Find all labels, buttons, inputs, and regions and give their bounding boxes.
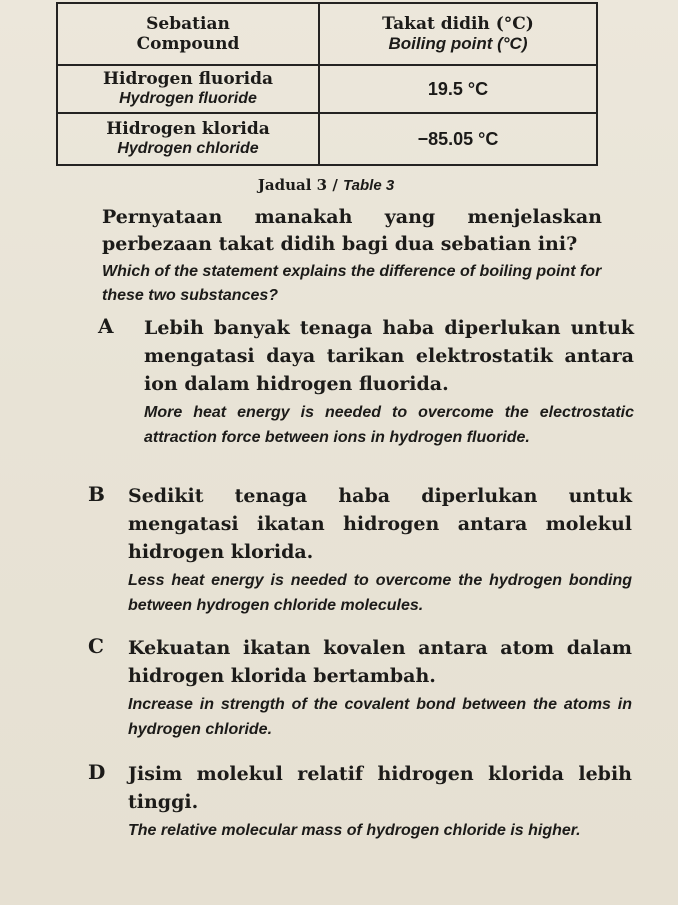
question-en: Which of the statement explains the difference of boiling point for these two substances? (102, 263, 602, 304)
cell-boiling-hf (319, 65, 597, 113)
boiling-point-table (56, 2, 598, 166)
question-ms: Pernyataan manakah yang menjelaskan perbezaan takat didih bagi dua sebatian ini? (102, 206, 602, 255)
compound-hf-en: Hydrogen fluoride (119, 90, 257, 107)
option-c-ms: Kekuatan ikatan kovalen antara atom dalam hidrogen klorida bertambah. (128, 637, 632, 687)
header-compound (57, 3, 319, 65)
option-a-en: More heat energy is needed to overcome the electrostatic attraction force between ions in hydrogen fluoride. (144, 404, 634, 446)
compound-hf-ms: Hidrogen fluorida (102, 69, 274, 89)
option-b-letter: B (88, 482, 105, 506)
option-d-en: The relative molecular mass of hydrogen chloride is higher. (128, 822, 581, 839)
table-row (57, 65, 597, 113)
option-c-en: Increase in strength of the covalent bond between the atoms in hydrogen chloride. (128, 696, 632, 738)
option-b-body (128, 482, 632, 618)
option-b-en: Less heat energy is needed to overcome the hydrogen bonding between hydrogen chloride molecules. (128, 572, 632, 614)
header-compound-en: Compound (136, 34, 240, 54)
cell-compound-hcl (57, 113, 319, 165)
option-d-ms: Jisim molekul relatif hidrogen klorida lebih tinggi. (128, 763, 632, 813)
option-d-body (128, 760, 632, 843)
table-caption (56, 176, 596, 194)
table-header-row (57, 3, 597, 65)
boiling-point-table-wrap (56, 2, 596, 166)
option-d-letter: D (88, 760, 106, 784)
header-boiling-point-en: Boiling point (°C) (388, 34, 528, 53)
boiling-hcl-value: −85.05 °C (417, 128, 499, 149)
header-boiling-point (319, 3, 597, 65)
cell-boiling-hcl (319, 113, 597, 165)
header-boiling-point-ms: Takat didih (°C) (382, 14, 534, 34)
question (102, 204, 602, 308)
boiling-hf-value: 19.5 °C (427, 78, 489, 99)
table-row (57, 113, 597, 165)
option-b-ms: Sedikit tenaga haba diperlukan untuk mengatasi ikatan hidrogen antara molekul hidrogen klorida. (128, 485, 632, 563)
option-a-ms: Lebih banyak tenaga haba diperlukan untuk mengatasi daya tarikan elektrostatik antara ion dalam hidrogen fluorida. (144, 317, 634, 395)
caption-en: Table 3 (343, 177, 395, 194)
caption-ms: Jadual 3 / (257, 176, 338, 194)
option-c-letter: C (88, 634, 104, 658)
compound-hcl-en: Hydrogen chloride (117, 140, 259, 157)
option-a-body (144, 314, 634, 450)
cell-compound-hf (57, 65, 319, 113)
option-c-body (128, 634, 632, 742)
header-compound-ms: Sebatian (146, 14, 230, 34)
option-a-letter: A (98, 314, 114, 338)
compound-hcl-ms: Hidrogen klorida (106, 119, 270, 139)
